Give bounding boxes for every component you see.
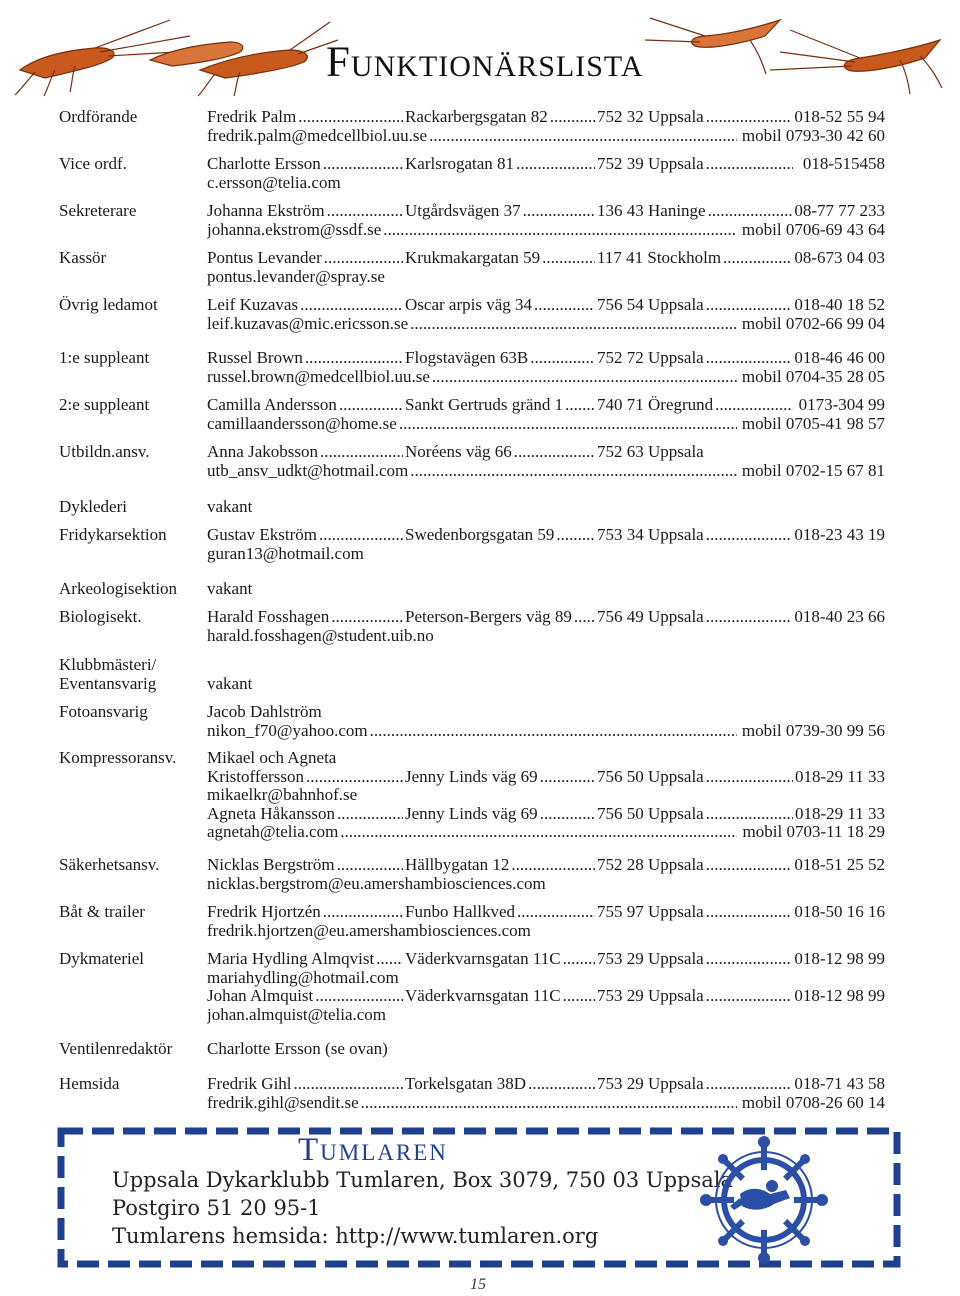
entry-line: [207, 768, 885, 787]
postal-city: 756 54 Uppsala: [597, 296, 704, 314]
phone-number: 018-51 25 52: [794, 855, 885, 874]
entry-line: [207, 202, 885, 221]
role-label: Hemsida: [59, 1074, 120, 1093]
phone-number: 0173-304 99: [798, 395, 885, 414]
postal-city: 752 32 Uppsala: [597, 108, 704, 126]
entry-line: [207, 545, 885, 564]
postal-city: 117 41 Stockholm: [597, 249, 722, 267]
entry-line: [207, 296, 885, 315]
entry-line: [207, 903, 885, 922]
contact-name: Fredrik Hjortzén: [207, 903, 321, 921]
entry-line: [207, 108, 885, 127]
footer-address: Uppsala Dykarklubb Tumlaren, Box 3079, 750 03 Uppsala: [112, 1168, 733, 1192]
email-link[interactable]: johanna.ekstrom@ssdf.se: [207, 220, 382, 239]
contact-name: Charlotte Ersson: [207, 155, 321, 173]
street-address: Karlsrogatan 81: [405, 155, 515, 173]
entry-text: vakant: [207, 579, 253, 598]
role-label-cont: Eventansvarig: [59, 673, 157, 693]
phone-number: 018-29 11 33: [794, 766, 885, 786]
street-address: Hällbygatan 12: [405, 856, 510, 874]
email-link[interactable]: camillaandersson@home.se: [207, 414, 397, 433]
phone-number: 018-40 18 52: [794, 295, 885, 314]
street-address: Peterson-Bergers väg 89: [405, 608, 572, 626]
entry-line: [207, 805, 885, 824]
email-link[interactable]: nikon_f70@yahoo.com: [207, 721, 368, 740]
entry-line: [207, 786, 885, 805]
entry-text: Charlotte Ersson (se ovan): [207, 1039, 388, 1058]
entry-line: [207, 875, 885, 894]
email-link[interactable]: utb_ansv_udkt@hotmail.com: [207, 461, 409, 480]
page-number: 15: [470, 1276, 486, 1293]
phone-number: mobil 0702-15 67 81: [741, 460, 885, 480]
role-label: Ventilenredaktör: [59, 1039, 173, 1058]
phone-number: 08-77 77 233: [794, 201, 885, 220]
entry-line: [207, 627, 885, 646]
entry-text: Jacob Dahlström: [207, 702, 322, 721]
street-address: Noréens väg 66: [405, 443, 512, 461]
ship-wheel-diver-logo: [700, 1136, 828, 1264]
street-address: Krukmakargatan 59: [405, 249, 541, 267]
email-link[interactable]: fredrik.palm@medcellbiol.uu.se: [207, 126, 428, 145]
role-label: Säkerhetsansv.: [59, 855, 160, 874]
role-label: Dykmateriel: [59, 949, 144, 968]
postal-city: 756 50 Uppsala: [597, 767, 704, 786]
lobster-icon: [640, 0, 960, 100]
role-label: Ordförande: [59, 107, 138, 126]
entry-line: [207, 922, 885, 941]
entry-line: [207, 1006, 885, 1025]
contact-name: Leif Kuzavas: [207, 296, 299, 314]
entry-line: [207, 969, 885, 988]
entry-line: [207, 856, 885, 875]
street-address: Torkelsgatan 38D: [405, 1075, 527, 1093]
postal-city: 752 72 Uppsala: [597, 349, 704, 367]
role-label: Dyklederi: [59, 497, 127, 516]
contact-name: Johan Almquist: [207, 987, 314, 1005]
street-address: Väderkvarnsgatan 11C: [405, 950, 561, 968]
contact-name: Johanna Ekström: [207, 202, 325, 220]
role-label: Vice ordf.: [59, 154, 127, 173]
role-label: Båt & trailer: [59, 902, 145, 921]
phone-number: mobil 0703-11 18 29: [742, 822, 885, 841]
postal-city: 753 34 Uppsala: [597, 526, 704, 544]
entry-line: [207, 315, 885, 334]
role-label: Övrig ledamot: [59, 295, 158, 314]
contact-name: Russel Brown: [207, 349, 303, 367]
email-link[interactable]: c.ersson@telia.com: [207, 173, 341, 192]
postal-city: 752 28 Uppsala: [597, 856, 704, 874]
phone-number: mobil 0706-69 43 64: [741, 219, 885, 239]
email-link[interactable]: nicklas.bergstrom@eu.amershambiosciences.com: [207, 874, 546, 893]
phone-number: 018-29 11 33: [794, 803, 885, 823]
phone-number: mobil 0739-30 99 56: [741, 720, 885, 740]
street-address: Flogstavägen 63B: [405, 349, 529, 367]
street-address: Swedenborgsgatan 59: [405, 526, 555, 544]
email-link[interactable]: fredrik.hjortzen@eu.amershambiosciences.com: [207, 921, 531, 940]
role-label: Kompressoransv.: [59, 748, 177, 767]
postal-city: 740 71 Öregrund: [597, 396, 714, 414]
phone-number: mobil 0704-35 28 05: [741, 366, 885, 386]
phone-number: 018-71 43 58: [794, 1074, 885, 1093]
entry-line: [207, 1094, 885, 1113]
entry-line: [207, 396, 885, 415]
header-banner: [0, 0, 960, 100]
entry-line: [207, 987, 885, 1006]
contact-name: Camilla Andersson: [207, 396, 337, 414]
contact-name: Kristoffersson: [207, 767, 304, 786]
contact-name: Maria Hydling Almqvist: [207, 950, 375, 968]
postal-city: 756 49 Uppsala: [597, 608, 704, 626]
entry-line: [207, 155, 885, 174]
role-label: Arkeologisektion: [59, 579, 178, 598]
email-link[interactable]: russel.brown@medcellbiol.uu.se: [207, 367, 430, 386]
footer-title: Tumlaren: [298, 1132, 448, 1168]
role-label: 2:e suppleant: [59, 395, 150, 414]
entry-line: [207, 950, 885, 969]
postal-city: 753 29 Uppsala: [597, 987, 704, 1005]
role-label: Biologisekt.: [59, 607, 142, 626]
entry-line: [207, 443, 885, 462]
phone-number: 018-12 98 99: [794, 949, 885, 968]
entry-text: Mikael och Agneta: [207, 748, 337, 767]
entry-line: [207, 722, 885, 741]
contact-name: Pontus Levander: [207, 249, 322, 267]
phone-number: 018-50 16 16: [794, 902, 885, 921]
email-link[interactable]: agnetah@telia.com: [207, 823, 339, 841]
entry-line: [207, 368, 885, 387]
role-label: Klubbmästeri/: [59, 655, 157, 674]
postal-city: 755 97 Uppsala: [597, 903, 704, 921]
entry-line: [207, 249, 885, 268]
street-address: Väderkvarnsgatan 11C: [405, 987, 561, 1005]
postal-city: 752 63 Uppsala: [597, 443, 704, 461]
email-link[interactable]: mikaelkr@bahnhof.se: [207, 786, 358, 804]
entry-line: [207, 415, 885, 434]
phone-number: mobil 0705-41 98 57: [741, 413, 885, 433]
lobster-icon: [0, 0, 340, 100]
phone-number: mobil 0793-30 42 60: [741, 125, 885, 145]
entry-line: [207, 221, 885, 240]
email-link[interactable]: fredrik.gihl@sendit.se: [207, 1093, 359, 1112]
phone-number: mobil 0708-26 60 14: [741, 1092, 885, 1112]
street-address: Utgårdsvägen 37: [405, 202, 521, 220]
footer-website: Tumlarens hemsida: http://www.tumlaren.org: [112, 1224, 599, 1248]
role-label: Sekreterare: [59, 201, 137, 220]
email-link[interactable]: johan.almquist@telia.com: [207, 1005, 387, 1024]
street-address: Oscar arpis väg 34: [405, 296, 532, 314]
street-address: Rackarbergsgatan 82: [405, 108, 548, 126]
role-label: Kassör: [59, 248, 107, 267]
role-label: Fotoansvarig: [59, 702, 148, 721]
email-link[interactable]: mariahydling@hotmail.com: [207, 968, 399, 987]
role-label: Utbildn.ansv.: [59, 442, 150, 461]
email-link[interactable]: guran13@hotmail.com: [207, 544, 364, 563]
phone-number: 018-12 98 99: [794, 986, 885, 1005]
entry-line: [207, 349, 885, 368]
role-label: Fridykarsektion: [59, 525, 167, 544]
street-address: Sankt Gertruds gränd 1: [405, 396, 564, 414]
postal-city: 756 50 Uppsala: [597, 804, 704, 823]
contact-name: Harald Fosshagen: [207, 608, 330, 626]
entry-line: [207, 127, 885, 146]
contact-name: Fredrik Palm: [207, 108, 297, 126]
email-link[interactable]: leif.kuzavas@mic.ericsson.se: [207, 314, 409, 333]
street-address: Jenny Linds väg 69: [405, 804, 538, 823]
contact-name: Agneta Håkansson: [207, 804, 335, 823]
entry-line: [207, 1075, 885, 1094]
entry-line: [207, 462, 885, 481]
entry-line: [207, 268, 885, 287]
postal-city: 753 29 Uppsala: [597, 1075, 704, 1093]
postal-city: 753 29 Uppsala: [597, 950, 704, 968]
role-label: 1:e suppleant: [59, 348, 150, 367]
phone-number: 018-23 43 19: [794, 525, 885, 544]
phone-number: 018-52 55 94: [794, 107, 885, 126]
entry-text: vakant: [207, 497, 253, 516]
footer-postgiro: Postgiro 51 20 95-1: [112, 1196, 321, 1220]
contact-name: Gustav Ekström: [207, 526, 318, 544]
postal-city: 752 39 Uppsala: [597, 155, 704, 173]
postal-city: 136 43 Haninge: [597, 202, 706, 220]
contact-name: Nicklas Bergström: [207, 856, 335, 874]
phone-number: 08-673 04 03: [794, 248, 885, 267]
email-link[interactable]: harald.fosshagen@student.uib.no: [207, 626, 434, 645]
entry-line: [207, 823, 885, 842]
entry-text: vakant: [207, 673, 253, 693]
entry-line: [207, 526, 885, 545]
contact-name: Anna Jakobsson: [207, 443, 318, 461]
phone-number: 018-46 46 00: [794, 348, 885, 367]
phone-number: 018-40 23 66: [794, 607, 885, 626]
page-title: Funktionärslista: [326, 39, 644, 86]
phone-number: 018-515458: [802, 154, 885, 173]
phone-number: mobil 0702-66 99 04: [741, 313, 885, 333]
email-link[interactable]: pontus.levander@spray.se: [207, 267, 385, 286]
street-address: Jenny Linds väg 69: [405, 767, 538, 786]
entry-line: [207, 174, 885, 193]
entry-line: [207, 608, 885, 627]
street-address: Funbo Hallkved: [405, 903, 516, 921]
contact-name: Fredrik Gihl: [207, 1075, 292, 1093]
